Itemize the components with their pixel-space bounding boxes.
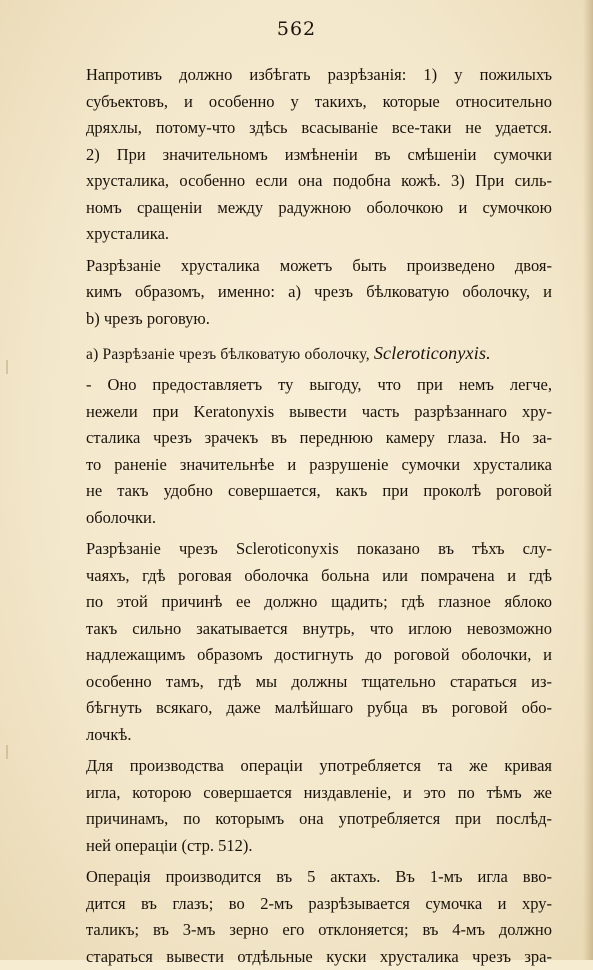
text-line: субъектовъ, и особенно у такихъ, которые относительно [86,89,552,116]
text-line: кимъ образомъ, именно: а) чрезъ бѣлковатую оболочку, и [86,279,552,306]
text-line: дится въ глазъ; во 2-мъ разрѣзывается сумочка и хру- [86,891,552,918]
paragraph-1 [86,62,552,248]
text-line: то раненіе значительнѣе и разрушеніе сумочки хрусталика [86,452,552,479]
text-line: таликъ; въ 3-мъ зерно его отклоняется; въ 4-мъ должно [86,917,552,944]
text-line: Напротивъ должно избѣгать разрѣзанія: 1) у пожилыхъ [86,62,552,89]
paragraph-4 [86,536,552,748]
paragraph-5 [86,753,552,859]
text-line: оболочки. [86,505,552,532]
text-line: Для производства операціи употребляется та же кривая [86,753,552,780]
text-line: сталика чрезъ зрачекъ въ переднюю камеру глаза. Но за- [86,425,552,452]
page-number: 562 [0,18,593,40]
text-line: причинамъ, по которымъ она употребляется при послѣд- [86,806,552,833]
text-line: b) чрезъ роговую. [86,306,552,333]
page-edge-shadow [583,0,593,960]
text-line: Операція производится въ 5 актахъ. Въ 1-мъ игла вво- [86,864,552,891]
text-line: стараться вывести отдѣльные куски хрусталика чрезъ зра- [86,944,552,970]
text-line: по этой причинѣ ее должно щадить; гдѣ глазное яблоко [86,589,552,616]
margin-mark [6,360,8,374]
text-line: номъ сращеніи между радужною оболочкою и сумочкою [86,195,552,222]
paragraph-3 [86,372,552,531]
text-line: бѣгнуть всякаго, даже малѣйшаго рубца въ роговой обо- [86,695,552,722]
text-line: хрусталика. [86,221,552,248]
text-line: - Оно предоставляетъ ту выгоду, что при немъ легче, [86,372,552,399]
text-line: особенно тамъ, гдѣ мы должны тщательно стараться из- [86,669,552,696]
text-line: хрусталика, особенно если она подобна кожѣ. 3) При силь- [86,168,552,195]
text-line: ней операціи (стр. 512). [86,833,552,860]
text-line: не такъ удобно совершается, какъ при проколѣ роговой [86,478,552,505]
section-heading-prefix: а) Разрѣзаніе чрезъ бѣлковатую оболочку, [86,346,370,363]
text-line: чаяхъ, гдѣ роговая оболочка больна или помрачена и гдѣ [86,563,552,590]
margin-mark [6,745,8,759]
text-line: игла, которою совершается низдавленіе, и это по тѣмъ же [86,780,552,807]
text-line: Разрѣзаніе чрезъ Scleroticonyxis показано въ тѣхъ слу- [86,536,552,563]
text-line: нежели при Keratonyxis вывести часть разрѣзаннаго хру- [86,399,552,426]
text-line: лочкѣ. [86,722,552,749]
paragraph-6 [86,864,552,970]
section-heading [86,338,552,368]
paragraph-2 [86,253,552,333]
text-line: дряхлы, потому-что здѣсь всасываніе все-таки не удается. [86,115,552,142]
text-line: 2) При значительномъ измѣненіи въ смѣшеніи сумочки [86,142,552,169]
text-line: Разрѣзаніе хрусталика можетъ быть произведено двоя- [86,253,552,280]
page-body [86,62,552,970]
section-heading-latin: Scleroticonyxis. [374,343,491,363]
text-line: надлежащимъ образомъ достигнуть до роговой оболочки, и [86,642,552,669]
text-line: такъ сильно закатывается внутрь, что иглою невозможно [86,616,552,643]
